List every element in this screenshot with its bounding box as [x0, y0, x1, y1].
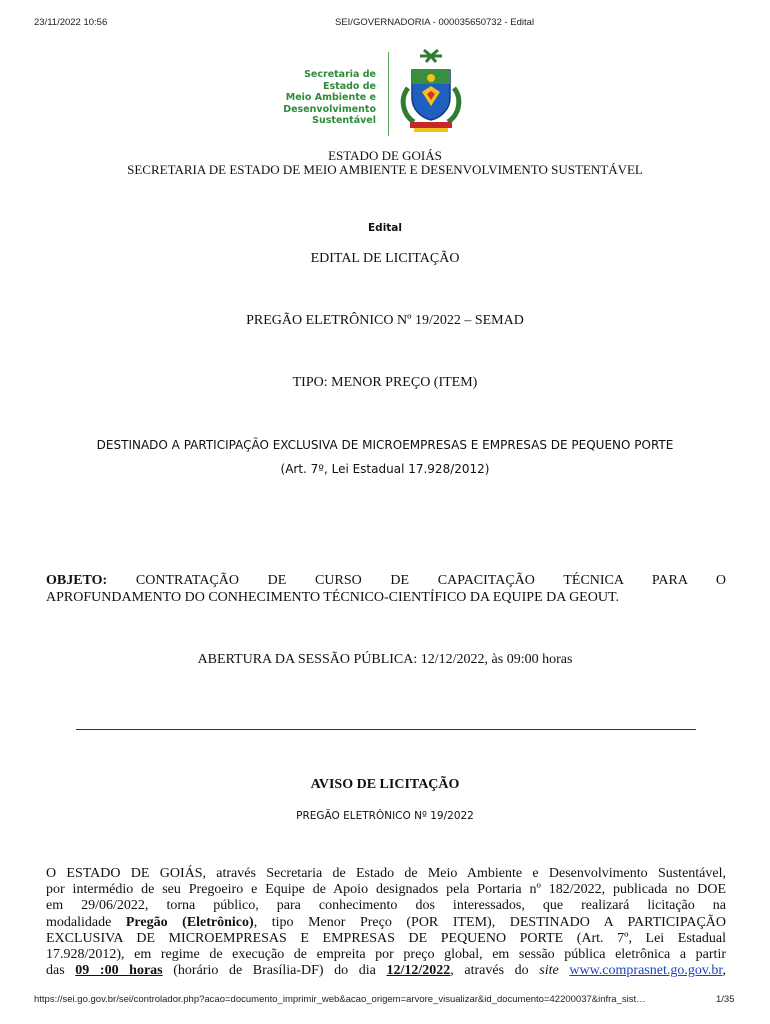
print-url: https://sei.go.gov.br/sei/controlador.php?acao=documento_imprimir_web&acao_origem=arvore_visualizar&id_documento=42200037&infra_sist… — [34, 994, 646, 1005]
page-title: EDITAL DE LICITAÇÃO — [310, 251, 460, 266]
aviso-subtitle: PREGÃO ELETRÔNICO Nº 19/2022 — [296, 810, 474, 822]
objeto-line2: APROFUNDAMENTO DO CONHECIMENTO TÉCNICO-CIENTÍFICO DA EQUIPE DA GEOUT. — [46, 589, 619, 605]
aviso-line-4: modalidade Pregão (Eletrônico), tipo Menor Preço (POR ITEM), DESTINADO A PARTICIPAÇÃO — [46, 914, 727, 930]
aviso-title: AVISO DE LICITAÇÃO — [310, 777, 460, 792]
secretariat-name: SECRETARIA DE ESTADO DE MEIO AMBIENTE E DESENVOLVIMENTO SUSTENTÁVEL — [127, 162, 643, 177]
destinado: DESTINADO A PARTICIPAÇÃO EXCLUSIVA DE MICROEMPRESAS E EMPRESAS DE PEQUENO PORTE — [96, 438, 674, 452]
pregao-number: PREGÃO ELETRÔNICO Nº 19/2022 – SEMAD — [246, 313, 524, 328]
abertura: ABERTURA DA SESSÃO PÚBLICA: 12/12/2022, às 09:00 horas — [197, 652, 573, 667]
print-doc-title: SEI/GOVERNADORIA - 000035650732 - Edital — [335, 17, 535, 28]
print-datetime: 23/11/2022 10:56 — [34, 17, 108, 28]
aviso-line-5: EXCLUSIVA DE MICROEMPRESAS E EMPRESAS DE PEQUENO PORTE (Art. 7º, Lei Estadual — [46, 930, 726, 946]
objeto — [46, 573, 726, 606]
objeto-label: OBJETO: — [46, 573, 108, 588]
logo-text: Secretaria de Estado de Meio Ambiente e Desenvolvimento Sustentável — [283, 69, 376, 126]
separator-line — [76, 729, 696, 730]
aviso-line-2: por intermédio de seu Pregoeiro e Equipe de Apoio designados pela Portaria nº 182/2022, publicada no DOE — [46, 882, 726, 898]
comprasnet-link[interactable]: www.comprasnet.go.gov.br — [569, 963, 723, 979]
page-number: 1/35 — [716, 994, 735, 1005]
doc-type: Edital — [368, 222, 402, 234]
aviso-line-7: das 09 :00 horas (horário de Brasília-DF) do dia 12/12/2022, através do site www.comprasnet.go.gov.br, — [46, 963, 727, 979]
coat-of-arms-icon — [396, 48, 466, 136]
objeto-line1: CONTRATAÇÃO DE CURSO DE CAPACITAÇÃO TÉCNICA PARA O — [135, 573, 726, 588]
tipo: TIPO: MENOR PREÇO (ITEM) — [292, 375, 478, 390]
lei-reference: (Art. 7º, Lei Estadual 17.928/2012) — [280, 462, 490, 476]
semad-logo — [262, 66, 512, 138]
aviso-line-3: em 29/06/2022, torna público, para conhecimento dos interessados, que realizará licitação na — [46, 898, 726, 914]
logo-divider — [388, 52, 389, 136]
aviso-line-6: 17.928/2012), em regime de execução de empreita por preço global, em sessão pública eletrônica a partir — [46, 947, 726, 963]
aviso-line-1: O ESTADO DE GOIÁS, através Secretaria de Estado de Meio Ambiente e Desenvolvimento Sustentável, — [46, 866, 726, 881]
aviso-paragraph — [46, 866, 726, 979]
state-name: ESTADO DE GOIÁS — [328, 148, 442, 163]
